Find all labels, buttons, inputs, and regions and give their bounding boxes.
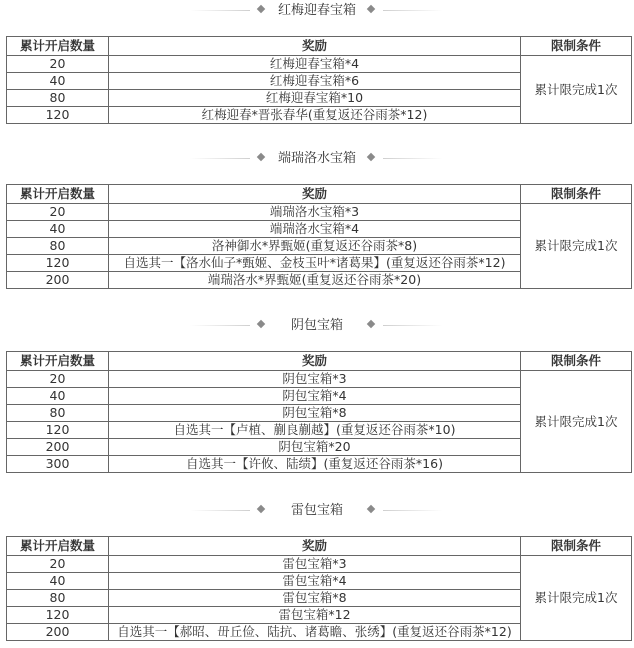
section-title: 阴包宝箱 (290, 318, 343, 333)
reward-cell: 自选其一【许攸、陆绩】(重复返还谷雨茶*16) (109, 456, 521, 473)
reward-cell: 红梅迎春宝箱*10 (109, 90, 521, 107)
section-heading (0, 316, 634, 336)
limit-cell: 累计限完成1次 (521, 56, 632, 124)
count-cell: 40 (7, 573, 109, 590)
header-limit: 限制条件 (521, 37, 632, 56)
count-cell: 80 (7, 238, 109, 255)
header-reward: 奖励 (109, 537, 521, 556)
section-title: 端瑞洛水宝箱 (277, 151, 356, 166)
section-heading (0, 501, 634, 521)
divider (383, 510, 443, 511)
header-reward: 奖励 (109, 37, 521, 56)
reward-cell: 阴包宝箱*20 (109, 439, 521, 456)
count-cell: 120 (7, 107, 109, 124)
section-leibao (0, 501, 634, 639)
table-row (7, 371, 632, 388)
section-duanrui (0, 149, 634, 287)
header-reward: 奖励 (109, 185, 521, 204)
header-limit: 限制条件 (521, 185, 632, 204)
count-cell: 40 (7, 73, 109, 90)
reward-cell: 自选其一【洛水仙子*甄姬、金枝玉叶*诸葛果】(重复返还谷雨茶*12) (109, 255, 521, 272)
count-cell: 200 (7, 624, 109, 641)
reward-cell: 端瑞洛水宝箱*4 (109, 221, 521, 238)
header-count: 累计开启数量 (7, 185, 109, 204)
header-reward: 奖励 (109, 352, 521, 371)
count-cell: 120 (7, 255, 109, 272)
table-row (7, 204, 632, 221)
reward-cell: 雷包宝箱*3 (109, 556, 521, 573)
section-hongmei (0, 1, 634, 122)
reward-cell: 阴包宝箱*4 (109, 388, 521, 405)
table-header-row (7, 537, 632, 556)
count-cell: 20 (7, 556, 109, 573)
reward-cell: 阴包宝箱*8 (109, 405, 521, 422)
reward-cell: 红梅迎春*晋张春华(重复返还谷雨茶*12) (109, 107, 521, 124)
table-header-row (7, 37, 632, 56)
section-heading (0, 149, 634, 169)
reward-cell: 自选其一【郝昭、毌丘俭、陆抗、诸葛瞻、张绣】(重复返还谷雨茶*12) (109, 624, 521, 641)
reward-cell: 洛神御水*界甄姬(重复返还谷雨茶*8) (109, 238, 521, 255)
count-cell: 200 (7, 272, 109, 289)
reward-table (6, 351, 632, 473)
divider (383, 325, 443, 326)
count-cell: 20 (7, 204, 109, 221)
count-cell: 120 (7, 607, 109, 624)
header-limit: 限制条件 (521, 352, 632, 371)
reward-table (6, 184, 632, 289)
count-cell: 80 (7, 90, 109, 107)
section-yinbao (0, 316, 634, 471)
reward-cell: 端瑞洛水*界甄姬(重复返还谷雨茶*20) (109, 272, 521, 289)
count-cell: 80 (7, 590, 109, 607)
divider (383, 158, 443, 159)
table-row (7, 56, 632, 73)
count-cell: 200 (7, 439, 109, 456)
header-count: 累计开启数量 (7, 352, 109, 371)
section-title: 红梅迎春宝箱 (277, 3, 356, 18)
reward-table (6, 36, 632, 124)
reward-cell: 雷包宝箱*12 (109, 607, 521, 624)
reward-cell: 端瑞洛水宝箱*3 (109, 204, 521, 221)
count-cell: 20 (7, 56, 109, 73)
limit-cell: 累计限完成1次 (521, 371, 632, 473)
count-cell: 120 (7, 422, 109, 439)
reward-cell: 红梅迎春宝箱*4 (109, 56, 521, 73)
reward-cell: 红梅迎春宝箱*6 (109, 73, 521, 90)
reward-cell: 雷包宝箱*8 (109, 590, 521, 607)
count-cell: 300 (7, 456, 109, 473)
limit-cell: 累计限完成1次 (521, 204, 632, 289)
reward-cell: 自选其一【卢植、蒯良蒯越】(重复返还谷雨茶*10) (109, 422, 521, 439)
divider (383, 10, 443, 11)
count-cell: 80 (7, 405, 109, 422)
table-header-row (7, 352, 632, 371)
table-row (7, 556, 632, 573)
table-header-row (7, 185, 632, 204)
header-limit: 限制条件 (521, 537, 632, 556)
section-title: 雷包宝箱 (290, 503, 343, 518)
reward-table (6, 536, 632, 641)
limit-cell: 累计限完成1次 (521, 556, 632, 641)
header-count: 累计开启数量 (7, 37, 109, 56)
header-count: 累计开启数量 (7, 537, 109, 556)
count-cell: 20 (7, 371, 109, 388)
section-heading (0, 1, 634, 21)
count-cell: 40 (7, 388, 109, 405)
reward-cell: 雷包宝箱*4 (109, 573, 521, 590)
reward-cell: 阴包宝箱*3 (109, 371, 521, 388)
count-cell: 40 (7, 221, 109, 238)
